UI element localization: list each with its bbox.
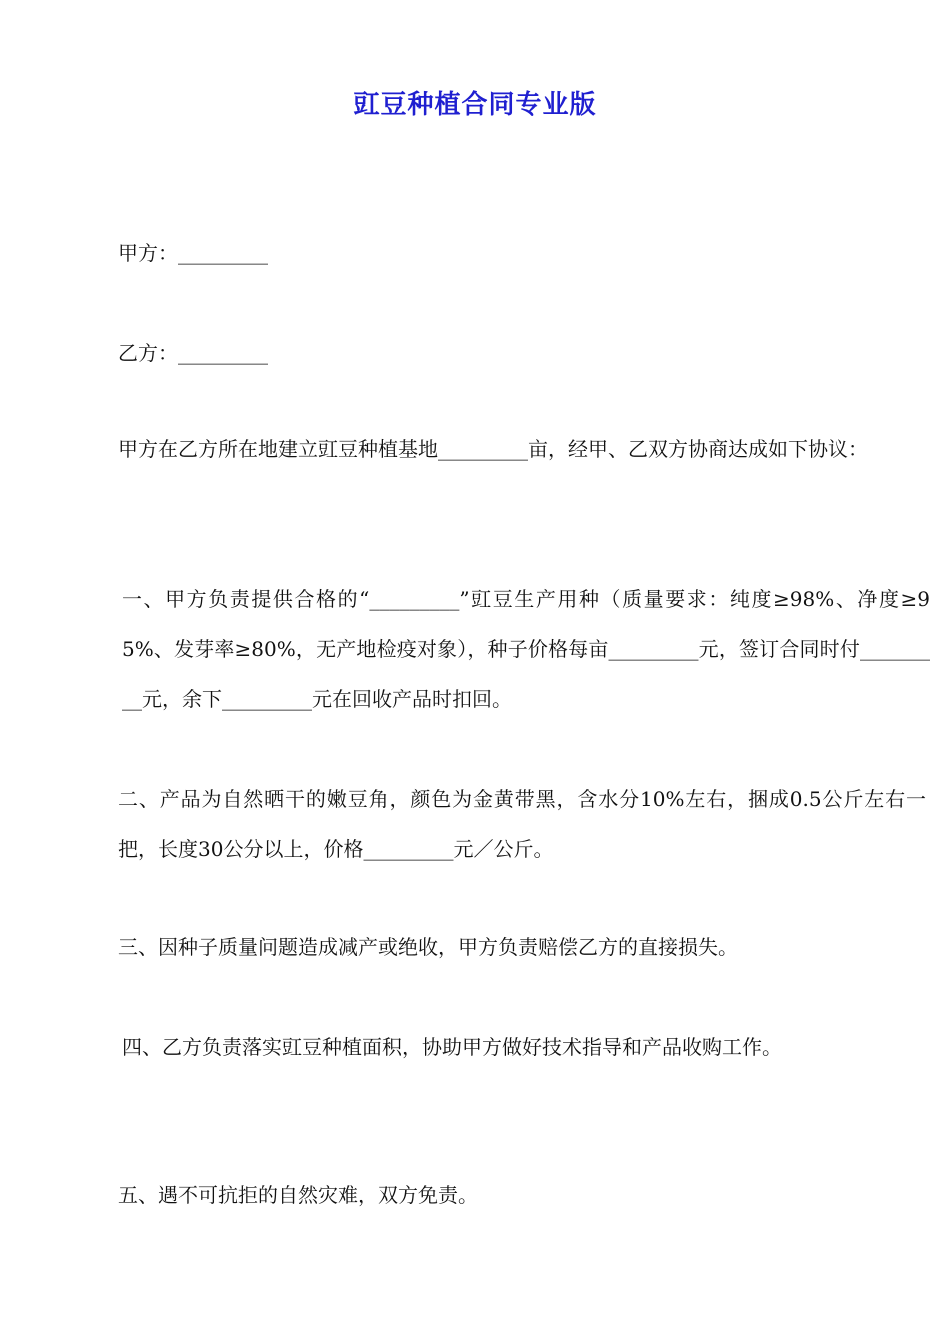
party-b-line: 乙方：_________	[118, 341, 268, 365]
clause-4: 四、乙方负责落实豇豆种植面积，协助甲方做好技术指导和产品收购工作。	[122, 1035, 782, 1059]
party-a-line: 甲方：_________	[118, 241, 268, 265]
document-title: 豇豆种植合同专业版	[353, 90, 597, 120]
clause-3: 三、因种子质量问题造成减产或绝收，甲方负责赔偿乙方的直接损失。	[118, 935, 738, 959]
intro-paragraph: 甲方在乙方所在地建立豇豆种植基地_________亩，经甲、乙双方协商达成如下协议：	[118, 437, 868, 461]
clause-5: 五、遇不可抗拒的自然灾难，双方免责。	[118, 1183, 478, 1207]
clause-2: 二、产品为自然晒干的嫩豆角，颜色为金黄带黑，含水分10%左右，捆成0.5公斤左右一把，长度30公分以上，价格_________元／公斤。	[118, 787, 926, 861]
clause-1: 一、甲方负责提供合格的“_________”豇豆生产用种（质量要求：纯度≥98%、净度≥95%、发芽率≥80%，无产地检疫对象），种子价格每亩_________元，签订合同时付_________元，余下_________元在回收产品时扣回。	[122, 587, 930, 711]
